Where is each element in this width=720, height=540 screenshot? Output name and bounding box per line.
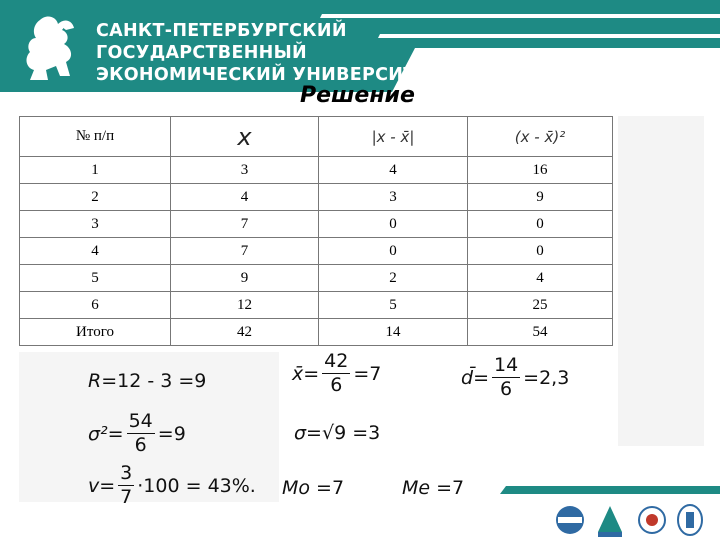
header-squared-deviation: (x - x̄)² (468, 117, 613, 157)
fraction (127, 412, 155, 455)
table-row (20, 292, 613, 319)
formula-lhs: Mo (282, 477, 311, 499)
formula-mode (282, 477, 344, 499)
formula-lhs: Me (402, 477, 431, 499)
cell: 6 (20, 292, 171, 319)
table-row (20, 184, 613, 211)
cell: 4 (20, 238, 171, 265)
formula-variance (88, 412, 186, 455)
header-abs-deviation: |x - x̄| (319, 117, 468, 157)
formula-result: =9 (157, 422, 186, 445)
university-name-line-1: САНКТ-ПЕТЕРБУРГСКИЙ (96, 21, 347, 41)
cell: 0 (468, 238, 613, 265)
cell: 54 (468, 319, 613, 346)
header-x: x (171, 117, 319, 157)
numerator: 14 (493, 354, 519, 376)
university-name-line-2: ГОСУДАРСТВЕННЫЙ (96, 43, 307, 63)
partner-logos (552, 502, 720, 540)
table-row (20, 157, 613, 184)
denominator: 6 (330, 374, 343, 396)
table-header-row (20, 117, 613, 157)
formula-lhs: d̄ (461, 366, 474, 389)
numerator: 54 (128, 410, 153, 432)
cell: 12 (171, 292, 319, 319)
cell: 9 (468, 184, 613, 211)
formula-lhs: x̄ (292, 362, 304, 385)
cell: 4 (468, 265, 613, 292)
formula-result: ·100 = 43%. (137, 474, 256, 497)
formula-eq: = (303, 362, 320, 385)
university-name-line-3: ЭКОНОМИЧЕСКИЙ УНИВЕРСИТЕТ (96, 65, 440, 85)
formula-mean (292, 352, 381, 395)
formula-lhs: σ (294, 422, 307, 444)
cell: 3 (319, 184, 468, 211)
cell: 2 (20, 184, 171, 211)
denominator: 6 (134, 434, 147, 456)
fraction (492, 356, 520, 399)
logo-3-icon (639, 507, 665, 533)
formula-result: =2,3 (523, 366, 570, 389)
cell: 3 (20, 211, 171, 238)
logo-1-icon (556, 506, 584, 534)
formula-expr: =12 - 3 =9 (101, 370, 207, 392)
formula-expr: =7 (316, 477, 345, 499)
cell: 7 (171, 211, 319, 238)
formula-variation (88, 464, 256, 507)
formula-lhs: R (88, 370, 102, 392)
denominator: 6 (500, 378, 513, 400)
cell: 0 (319, 211, 468, 238)
formula-expr: =√9 =3 (306, 422, 381, 444)
cell: 5 (319, 292, 468, 319)
formula-eq: = (473, 366, 489, 389)
table-row (20, 238, 613, 265)
cell: 2 (319, 265, 468, 292)
formula-eq: = (107, 422, 124, 445)
cell: 0 (468, 211, 613, 238)
numerator: 42 (324, 350, 349, 372)
cell: 4 (171, 184, 319, 211)
formula-lhs: σ² (88, 422, 108, 445)
cell: 5 (20, 265, 171, 292)
cell: 25 (468, 292, 613, 319)
cell: 9 (171, 265, 319, 292)
formula-range (88, 370, 206, 392)
formula-expr: =7 (436, 477, 465, 499)
header-index: № п/п (20, 117, 171, 157)
cell: 7 (171, 238, 319, 265)
formula-std (294, 422, 380, 444)
header-banner (0, 0, 720, 92)
background-ghost (618, 116, 704, 446)
formula-median (402, 477, 464, 499)
formula-eq: = (99, 474, 116, 497)
slide-title: Решение (300, 83, 415, 108)
cell: 1 (20, 157, 171, 184)
formula-result: =7 (353, 362, 382, 385)
cell: 0 (319, 238, 468, 265)
table-row (20, 265, 613, 292)
cell: Итого (20, 319, 171, 346)
cell: 3 (171, 157, 319, 184)
logo-4-icon (678, 505, 702, 535)
cell: 42 (171, 319, 319, 346)
formula-lhs: v (88, 474, 100, 497)
footer-stripe (500, 486, 720, 494)
numerator: 3 (120, 462, 133, 484)
data-table (19, 116, 613, 346)
table-total-row (20, 319, 613, 346)
cell: 4 (319, 157, 468, 184)
table-row (20, 211, 613, 238)
logo-2-icon (598, 506, 622, 537)
formula-mean-deviation (461, 356, 569, 399)
fraction (118, 464, 134, 507)
denominator: 7 (120, 486, 133, 508)
cell: 16 (468, 157, 613, 184)
cell: 14 (319, 319, 468, 346)
fraction (322, 352, 350, 395)
